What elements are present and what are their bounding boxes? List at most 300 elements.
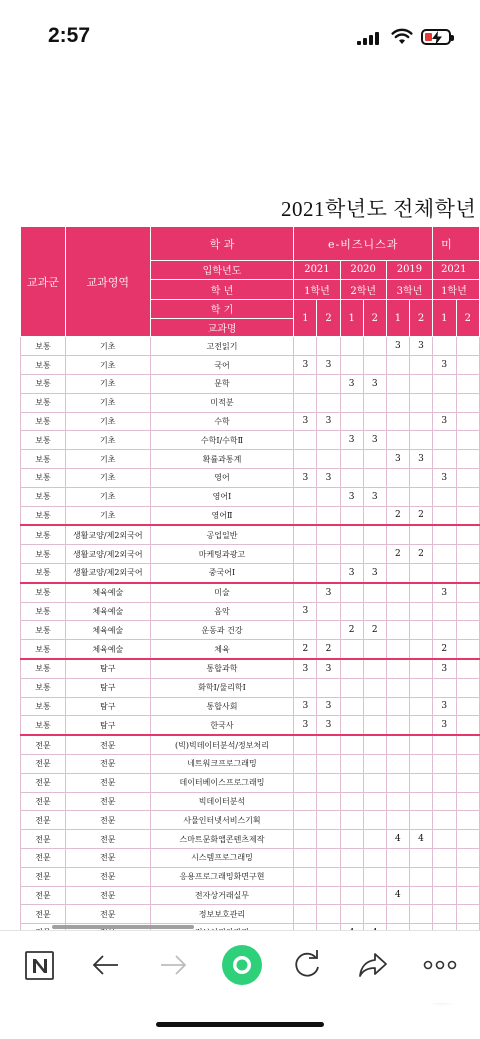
- cell-credits: [433, 563, 456, 582]
- header-year: 2021: [294, 261, 340, 280]
- cell-credits: [409, 525, 432, 544]
- table-row: [21, 393, 480, 412]
- cell-credits: [317, 773, 340, 792]
- cell-area: 전문: [65, 754, 150, 773]
- cell-credits: [363, 337, 386, 356]
- table-row: [21, 356, 480, 375]
- header-term: 1: [433, 299, 456, 337]
- header-area: 교과영역: [65, 227, 150, 337]
- header-term: 2: [409, 299, 432, 337]
- cell-credits: [433, 374, 456, 393]
- cell-credits: 3: [340, 431, 363, 450]
- cell-credits: [363, 412, 386, 431]
- cell-group: 보통: [21, 602, 66, 621]
- cell-credits: [456, 867, 479, 886]
- cell-credits: [363, 602, 386, 621]
- cell-credits: [456, 848, 479, 867]
- table-row: [21, 867, 480, 886]
- cell-credits: 3: [317, 356, 340, 375]
- cell-credits: [409, 773, 432, 792]
- cell-subject: 정보보호관리: [150, 905, 294, 924]
- cell-credits: [386, 431, 409, 450]
- cell-credits: [386, 848, 409, 867]
- cell-group: 보통: [21, 506, 66, 525]
- header-dept-next: 미: [433, 227, 480, 261]
- cell-credits: 3: [433, 716, 456, 735]
- cell-credits: [456, 830, 479, 849]
- cell-credits: [409, 697, 432, 716]
- cell-credits: [363, 867, 386, 886]
- cell-group: 전문: [21, 905, 66, 924]
- cell-credits: [433, 678, 456, 697]
- table-row: [21, 697, 480, 716]
- cell-credits: [294, 848, 317, 867]
- cell-credits: 3: [433, 697, 456, 716]
- header-term: 1: [294, 299, 317, 337]
- cell-subject: 영어: [150, 468, 294, 487]
- cell-credits: [386, 678, 409, 697]
- cell-credits: [317, 735, 340, 754]
- cell-credits: [433, 487, 456, 506]
- cell-subject: 시스템프로그래밍: [150, 848, 294, 867]
- table-row: [21, 792, 480, 811]
- cell-area: 기초: [65, 393, 150, 412]
- cell-area: 기초: [65, 431, 150, 450]
- cell-credits: [456, 450, 479, 469]
- table-row: [21, 640, 480, 659]
- more-button[interactable]: [420, 945, 460, 985]
- cell-subject: 사물인터넷서비스기획: [150, 811, 294, 830]
- table-row: [21, 583, 480, 602]
- cell-credits: [433, 886, 456, 905]
- cell-credits: 3: [294, 716, 317, 735]
- cell-credits: [409, 905, 432, 924]
- cell-credits: [433, 905, 456, 924]
- table-row: [21, 337, 480, 356]
- cell-credits: [363, 905, 386, 924]
- header-year-next: 2021: [433, 261, 480, 280]
- cell-area: 체육예술: [65, 621, 150, 640]
- cell-credits: [409, 356, 432, 375]
- cell-area: 기초: [65, 506, 150, 525]
- cell-credits: [294, 563, 317, 582]
- cell-credits: [456, 678, 479, 697]
- cell-credits: [340, 848, 363, 867]
- cell-credits: [386, 393, 409, 412]
- refresh-button[interactable]: [287, 945, 327, 985]
- cell-credits: [317, 792, 340, 811]
- cell-group: 보통: [21, 678, 66, 697]
- table-row: [21, 678, 480, 697]
- cell-credits: [409, 583, 432, 602]
- cell-credits: [294, 678, 317, 697]
- cell-credits: 3: [294, 356, 317, 375]
- cell-subject: 전자상거래실무: [150, 886, 294, 905]
- cell-area: 기초: [65, 450, 150, 469]
- cell-credits: 3: [386, 450, 409, 469]
- cell-credits: [409, 487, 432, 506]
- cell-group: 보통: [21, 545, 66, 564]
- cell-subject: 공업일반: [150, 525, 294, 544]
- cell-area: 생활교양/제2외국어: [65, 545, 150, 564]
- web-content[interactable]: [0, 80, 480, 930]
- cell-credits: [294, 735, 317, 754]
- status-time: 2:57: [48, 24, 91, 47]
- cell-credits: 3: [317, 412, 340, 431]
- cell-credits: 3: [340, 374, 363, 393]
- cell-credits: [363, 754, 386, 773]
- cell-group: 전문: [21, 792, 66, 811]
- cell-credits: 2: [340, 621, 363, 640]
- cell-credits: [456, 602, 479, 621]
- cell-credits: [363, 640, 386, 659]
- cell-credits: [409, 468, 432, 487]
- green-dot-icon: [220, 943, 264, 987]
- cell-credits: [456, 754, 479, 773]
- cell-subject: (빅)빅데이터분석/정보처리: [150, 735, 294, 754]
- cell-credits: [363, 848, 386, 867]
- cell-credits: [409, 754, 432, 773]
- cell-credits: [294, 545, 317, 564]
- forward-button[interactable]: [153, 945, 193, 985]
- cell-credits: [317, 487, 340, 506]
- cell-credits: [294, 583, 317, 602]
- cell-area: 기초: [65, 337, 150, 356]
- arrow-left-icon: [86, 945, 126, 985]
- cell-credits: [340, 773, 363, 792]
- cell-credits: 3: [386, 337, 409, 356]
- cell-credits: [433, 621, 456, 640]
- cell-credits: [340, 735, 363, 754]
- cell-credits: [340, 450, 363, 469]
- table-row: [21, 811, 480, 830]
- cell-subject: 스마트문화앱콘텐츠제작: [150, 830, 294, 849]
- naver-n-icon: [20, 945, 60, 985]
- refresh-icon: [287, 945, 327, 985]
- cell-credits: 3: [294, 412, 317, 431]
- cell-credits: [409, 621, 432, 640]
- cell-credits: [340, 525, 363, 544]
- table-row: [21, 450, 480, 469]
- table-row: [21, 487, 480, 506]
- naver-home-button[interactable]: [20, 945, 60, 985]
- cell-credits: [340, 697, 363, 716]
- cell-credits: 3: [294, 468, 317, 487]
- cell-group: 보통: [21, 412, 66, 431]
- cell-subject: 확률과통계: [150, 450, 294, 469]
- cell-credits: [317, 525, 340, 544]
- cell-area: 생활교양/제2외국어: [65, 563, 150, 582]
- cell-credits: [409, 735, 432, 754]
- cell-credits: 3: [294, 659, 317, 678]
- cell-credits: [317, 886, 340, 905]
- cell-area: 기초: [65, 468, 150, 487]
- cell-credits: 3: [317, 716, 340, 735]
- cell-credits: [386, 487, 409, 506]
- cell-credits: [409, 412, 432, 431]
- cell-credits: 3: [363, 487, 386, 506]
- curriculum-table: [20, 226, 480, 943]
- cell-credits: [363, 678, 386, 697]
- cell-credits: [363, 697, 386, 716]
- header-term: 2: [456, 299, 479, 337]
- cell-area: 전문: [65, 811, 150, 830]
- cell-credits: [340, 356, 363, 375]
- cell-subject: 데이터베이스프로그래밍: [150, 773, 294, 792]
- header-dept-name: e-비즈니스과: [294, 227, 433, 261]
- cell-credits: [340, 905, 363, 924]
- cell-subject: 네트워크프로그래밍: [150, 754, 294, 773]
- cell-credits: 2: [294, 640, 317, 659]
- cell-credits: [363, 716, 386, 735]
- header-term: 1: [340, 299, 363, 337]
- header-term: 1: [386, 299, 409, 337]
- cell-credits: [409, 848, 432, 867]
- cell-credits: [456, 506, 479, 525]
- header-term: 2: [363, 299, 386, 337]
- cell-credits: [317, 621, 340, 640]
- cell-credits: [456, 525, 479, 544]
- cell-subject: 미술: [150, 583, 294, 602]
- cell-credits: [433, 337, 456, 356]
- cell-credits: [456, 735, 479, 754]
- cell-credits: [294, 867, 317, 886]
- cell-credits: [433, 525, 456, 544]
- cell-credits: [409, 431, 432, 450]
- cell-credits: [363, 792, 386, 811]
- cell-subject: 한국사: [150, 716, 294, 735]
- cell-area: 체육예술: [65, 640, 150, 659]
- cell-credits: [386, 583, 409, 602]
- table-row: [21, 773, 480, 792]
- cell-group: 보통: [21, 640, 66, 659]
- cell-credits: 3: [317, 697, 340, 716]
- cell-subject: 수학Ⅰ/수학Ⅱ: [150, 431, 294, 450]
- cell-credits: [317, 848, 340, 867]
- cell-credits: [363, 506, 386, 525]
- green-home-button[interactable]: [220, 943, 264, 987]
- cell-credits: [386, 468, 409, 487]
- cell-credits: [456, 393, 479, 412]
- home-indicator[interactable]: [156, 1022, 324, 1027]
- cell-credits: [340, 754, 363, 773]
- cell-group: 보통: [21, 697, 66, 716]
- cell-group: 보통: [21, 583, 66, 602]
- cell-credits: [386, 602, 409, 621]
- cell-credits: [456, 811, 479, 830]
- cell-area: 전문: [65, 867, 150, 886]
- cell-credits: [386, 905, 409, 924]
- cell-subject: 영어Ⅱ: [150, 506, 294, 525]
- table-row: [21, 848, 480, 867]
- cell-credits: [386, 811, 409, 830]
- cell-area: 전문: [65, 830, 150, 849]
- cell-credits: 4: [409, 830, 432, 849]
- arrow-right-icon: [153, 945, 193, 985]
- cell-credits: [317, 754, 340, 773]
- cell-credits: [386, 356, 409, 375]
- cell-credits: [386, 525, 409, 544]
- table-row: [21, 545, 480, 564]
- cell-credits: [294, 337, 317, 356]
- cell-credits: [294, 431, 317, 450]
- cell-credits: [317, 563, 340, 582]
- header-year: 2020: [340, 261, 386, 280]
- cell-credits: [294, 487, 317, 506]
- cell-group: 보통: [21, 393, 66, 412]
- cell-credits: [386, 659, 409, 678]
- cell-credits: [294, 811, 317, 830]
- cell-subject: 마케팅과광고: [150, 545, 294, 564]
- cell-subject: 중국어Ⅰ: [150, 563, 294, 582]
- cell-group: 보통: [21, 374, 66, 393]
- cell-subject: 미적분: [150, 393, 294, 412]
- cell-credits: 2: [363, 621, 386, 640]
- cell-area: 체육예술: [65, 583, 150, 602]
- cell-group: 전문: [21, 754, 66, 773]
- cell-credits: [340, 678, 363, 697]
- header-subject-label: 교과명: [150, 318, 294, 337]
- cell-credits: [294, 621, 317, 640]
- cell-credits: [363, 583, 386, 602]
- cell-credits: 3: [433, 468, 456, 487]
- battery-icon: [421, 29, 451, 45]
- cell-credits: [340, 811, 363, 830]
- cell-credits: [409, 886, 432, 905]
- table-row: [21, 468, 480, 487]
- cell-subject: 운동과 건강: [150, 621, 294, 640]
- cell-subject: 빅데이터분석: [150, 792, 294, 811]
- cell-area: 전문: [65, 735, 150, 754]
- table-row: [21, 754, 480, 773]
- cell-credits: [433, 792, 456, 811]
- cell-subject: 영어Ⅰ: [150, 487, 294, 506]
- cell-area: 전문: [65, 886, 150, 905]
- table-row: [21, 506, 480, 525]
- cell-credits: [386, 621, 409, 640]
- cell-credits: [456, 468, 479, 487]
- cell-subject: 화학Ⅰ/물리학Ⅰ: [150, 678, 294, 697]
- cell-credits: [456, 697, 479, 716]
- cell-credits: [340, 792, 363, 811]
- cell-credits: 4: [386, 886, 409, 905]
- back-button[interactable]: [86, 945, 126, 985]
- cell-area: 기초: [65, 374, 150, 393]
- header-group: 교과군: [21, 227, 66, 337]
- cell-credits: [456, 621, 479, 640]
- cell-credits: [363, 393, 386, 412]
- header-year: 2019: [386, 261, 432, 280]
- document-title: 2021학년도 전체학년: [281, 197, 477, 221]
- share-button[interactable]: [353, 945, 393, 985]
- cell-credits: 3: [409, 450, 432, 469]
- cell-credits: [340, 506, 363, 525]
- cell-credits: [386, 754, 409, 773]
- cell-subject: 응용프로그래밍화면구현: [150, 867, 294, 886]
- cell-credits: [340, 602, 363, 621]
- table-row: [21, 886, 480, 905]
- cell-credits: 3: [317, 659, 340, 678]
- cell-credits: [363, 830, 386, 849]
- cell-credits: [456, 412, 479, 431]
- cell-group: 보통: [21, 337, 66, 356]
- cell-credits: [340, 867, 363, 886]
- cell-group: 전문: [21, 886, 66, 905]
- cell-credits: [294, 905, 317, 924]
- cell-credits: [363, 545, 386, 564]
- cell-credits: 3: [433, 412, 456, 431]
- cell-area: 전문: [65, 905, 150, 924]
- cell-credits: [317, 393, 340, 412]
- header-grade-next: 1학년: [433, 279, 480, 299]
- cell-credits: [456, 886, 479, 905]
- table-row: [21, 735, 480, 754]
- cell-group: 보통: [21, 621, 66, 640]
- cell-credits: [386, 792, 409, 811]
- cell-credits: [317, 811, 340, 830]
- cell-credits: [340, 583, 363, 602]
- cell-credits: [456, 583, 479, 602]
- cell-area: 기초: [65, 412, 150, 431]
- cell-credits: [456, 905, 479, 924]
- cell-credits: [294, 830, 317, 849]
- cell-credits: [433, 773, 456, 792]
- cell-credits: 3: [433, 583, 456, 602]
- table-row: [21, 412, 480, 431]
- cell-credits: [363, 356, 386, 375]
- cell-credits: [433, 830, 456, 849]
- header-year-label: 입학년도: [150, 261, 294, 280]
- cell-group: 보통: [21, 356, 66, 375]
- cell-credits: [386, 697, 409, 716]
- cell-group: 전문: [21, 735, 66, 754]
- cell-credits: [363, 773, 386, 792]
- header-grade-label: 학 년: [150, 279, 294, 299]
- cell-credits: [317, 506, 340, 525]
- cell-credits: [363, 468, 386, 487]
- cell-group: 보통: [21, 525, 66, 544]
- cell-area: 기초: [65, 487, 150, 506]
- cell-group: 보통: [21, 450, 66, 469]
- cell-credits: [294, 450, 317, 469]
- cell-credits: [363, 735, 386, 754]
- cell-credits: [317, 450, 340, 469]
- cell-credits: [456, 563, 479, 582]
- header-grade: 3학년: [386, 279, 432, 299]
- header-grade: 1학년: [294, 279, 340, 299]
- status-bar: [0, 0, 480, 80]
- cell-credits: [409, 867, 432, 886]
- cell-credits: [433, 867, 456, 886]
- cell-credits: 3: [363, 563, 386, 582]
- more-dots-icon: [420, 945, 460, 985]
- cell-credits: 2: [317, 640, 340, 659]
- cell-credits: [317, 545, 340, 564]
- cell-area: 전문: [65, 773, 150, 792]
- cell-credits: [317, 678, 340, 697]
- horizontal-scrollbar[interactable]: [52, 925, 194, 929]
- signal-icon: [357, 31, 381, 45]
- cell-credits: [386, 716, 409, 735]
- cell-credits: [294, 754, 317, 773]
- cell-subject: 수학: [150, 412, 294, 431]
- cell-credits: [317, 431, 340, 450]
- browser-toolbar: [0, 930, 480, 1003]
- cell-group: 보통: [21, 659, 66, 678]
- cell-credits: [433, 735, 456, 754]
- cell-credits: [340, 830, 363, 849]
- table-row: [21, 374, 480, 393]
